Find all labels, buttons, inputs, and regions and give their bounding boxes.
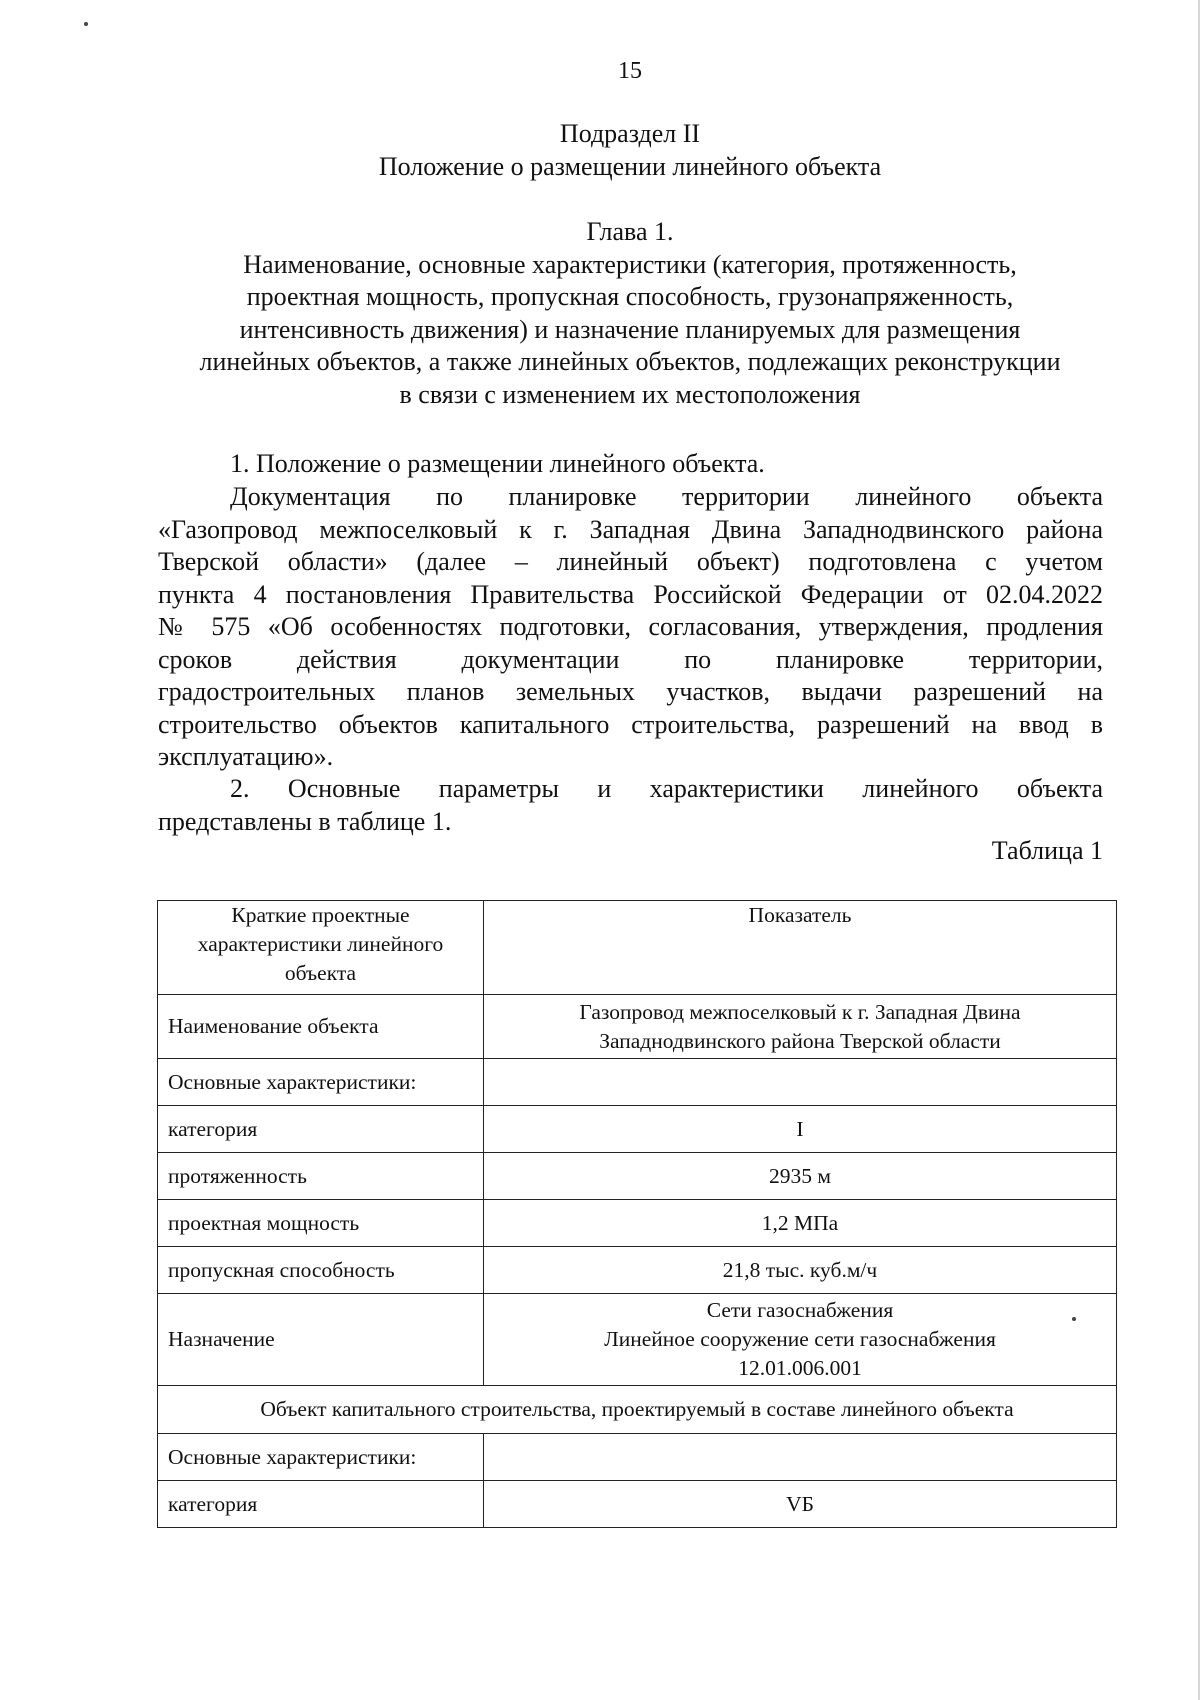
row-label: Основные характеристики: bbox=[158, 1434, 484, 1481]
header-cell-characteristics bbox=[158, 901, 484, 995]
paragraph-line: «Газопровод межпоселковый к г. Западная Двина Западнодвинского района bbox=[158, 514, 1103, 544]
row-value-empty bbox=[484, 1434, 1117, 1481]
row-value-empty bbox=[484, 1059, 1117, 1106]
header-line: Краткие проектные bbox=[231, 903, 410, 927]
paragraph-line: пункта 4 постановления Правительства Российской Федерации от 02.04.2022 bbox=[158, 579, 1103, 609]
paragraph-line: сроков действия документации по планировке территории, bbox=[158, 644, 1103, 674]
paragraph-line: представлены в таблице 1. bbox=[158, 806, 452, 836]
row-value bbox=[484, 1294, 1117, 1386]
characteristics-table bbox=[157, 900, 1117, 1528]
row-label: категория bbox=[158, 1106, 484, 1153]
chapter-title-line: в связи с изменением их местоположения bbox=[399, 379, 861, 409]
value-line: Сети газоснабжения bbox=[706, 1298, 894, 1322]
paragraph-line: № 575 «Об особенностях подготовки, согласования, утверждения, продления bbox=[158, 612, 1103, 641]
table-row bbox=[158, 1481, 1117, 1528]
table-row bbox=[158, 1059, 1117, 1106]
scan-speck bbox=[84, 22, 88, 26]
table-row bbox=[158, 1294, 1117, 1386]
row-label: проектная мощность bbox=[158, 1200, 484, 1247]
paragraph-line: Документация по планировке территории линейного объекта bbox=[230, 482, 1103, 511]
table-row bbox=[158, 1434, 1117, 1481]
row-value: 21,8 тыс. куб.м/ч bbox=[484, 1247, 1117, 1294]
chapter-title-line: линейных объектов, а также линейных объектов, подлежащих реконструкции bbox=[199, 347, 1061, 376]
subsection-number: Подраздел II bbox=[559, 119, 701, 148]
row-label: Назначение bbox=[158, 1294, 484, 1386]
row-value: 2935 м bbox=[484, 1153, 1117, 1200]
value-line: Западнодвинского района Тверской области bbox=[599, 1028, 1001, 1053]
header-line: объекта bbox=[284, 961, 357, 985]
row-label: Основные характеристики: bbox=[158, 1059, 484, 1106]
header-line: характеристики линейного bbox=[197, 932, 444, 956]
paragraph-2 bbox=[158, 481, 1103, 774]
paragraph-3 bbox=[158, 773, 1103, 838]
chapter-title-line: Наименование, основные характеристики (категория, протяженность, bbox=[243, 249, 1017, 279]
row-label: Наименование объекта bbox=[158, 995, 484, 1059]
table-header-row bbox=[158, 901, 1117, 995]
value-line: 12.01.006.001 bbox=[738, 1356, 862, 1380]
table-row bbox=[158, 1247, 1117, 1294]
row-value: VБ bbox=[484, 1481, 1117, 1528]
page-number: 15 bbox=[618, 58, 642, 84]
paragraph-line: 2. Основные параметры и характеристики линейного объекта bbox=[230, 774, 1103, 803]
paragraph-1 bbox=[158, 448, 1103, 481]
chapter-number: Глава 1. bbox=[586, 217, 674, 246]
table-row bbox=[158, 1106, 1117, 1153]
paragraph-line: градостроительных планов земельных участков, выдачи разрешений на bbox=[158, 677, 1103, 706]
subsection-heading bbox=[140, 118, 1120, 183]
row-value: 1,2 МПа bbox=[484, 1200, 1117, 1247]
row-label: протяженность bbox=[158, 1153, 484, 1200]
subsection-title: Положение о размещении линейного объекта bbox=[378, 151, 882, 181]
chapter-title-line: проектная мощность, пропускная способность, грузонапряженность, bbox=[246, 282, 1014, 311]
value-line: Линейное сооружение сети газоснабжения bbox=[604, 1327, 996, 1351]
row-value: I bbox=[484, 1106, 1117, 1153]
header-cell-indicator: Показатель bbox=[484, 901, 1117, 995]
paragraph-line: эксплуатацию». bbox=[158, 742, 334, 771]
paragraph-line: 1. Положение о размещении линейного объекта. bbox=[230, 449, 765, 478]
paragraph-line: Тверской области» (далее – линейный объект) подготовлена с учетом bbox=[158, 547, 1103, 576]
row-value bbox=[484, 995, 1117, 1059]
paragraph-line: строительство объектов капитального строительства, разрешений на ввод в bbox=[158, 709, 1103, 739]
capital-object-heading: Объект капитального строительства, проектируемый в составе линейного объекта bbox=[158, 1386, 1117, 1434]
table-row bbox=[158, 1200, 1117, 1247]
chapter-heading bbox=[140, 216, 1120, 411]
table-row bbox=[158, 995, 1117, 1059]
value-line: Газопровод межпоселковый к г. Западная Двина bbox=[579, 999, 1021, 1024]
table-section-row bbox=[158, 1386, 1117, 1434]
row-label: пропускная способность bbox=[158, 1247, 484, 1294]
table-row bbox=[158, 1153, 1117, 1200]
row-label: категория bbox=[158, 1481, 484, 1528]
table-caption: Таблица 1 bbox=[991, 836, 1103, 865]
chapter-title-line: интенсивность движения) и назначение планируемых для размещения bbox=[239, 314, 1021, 344]
